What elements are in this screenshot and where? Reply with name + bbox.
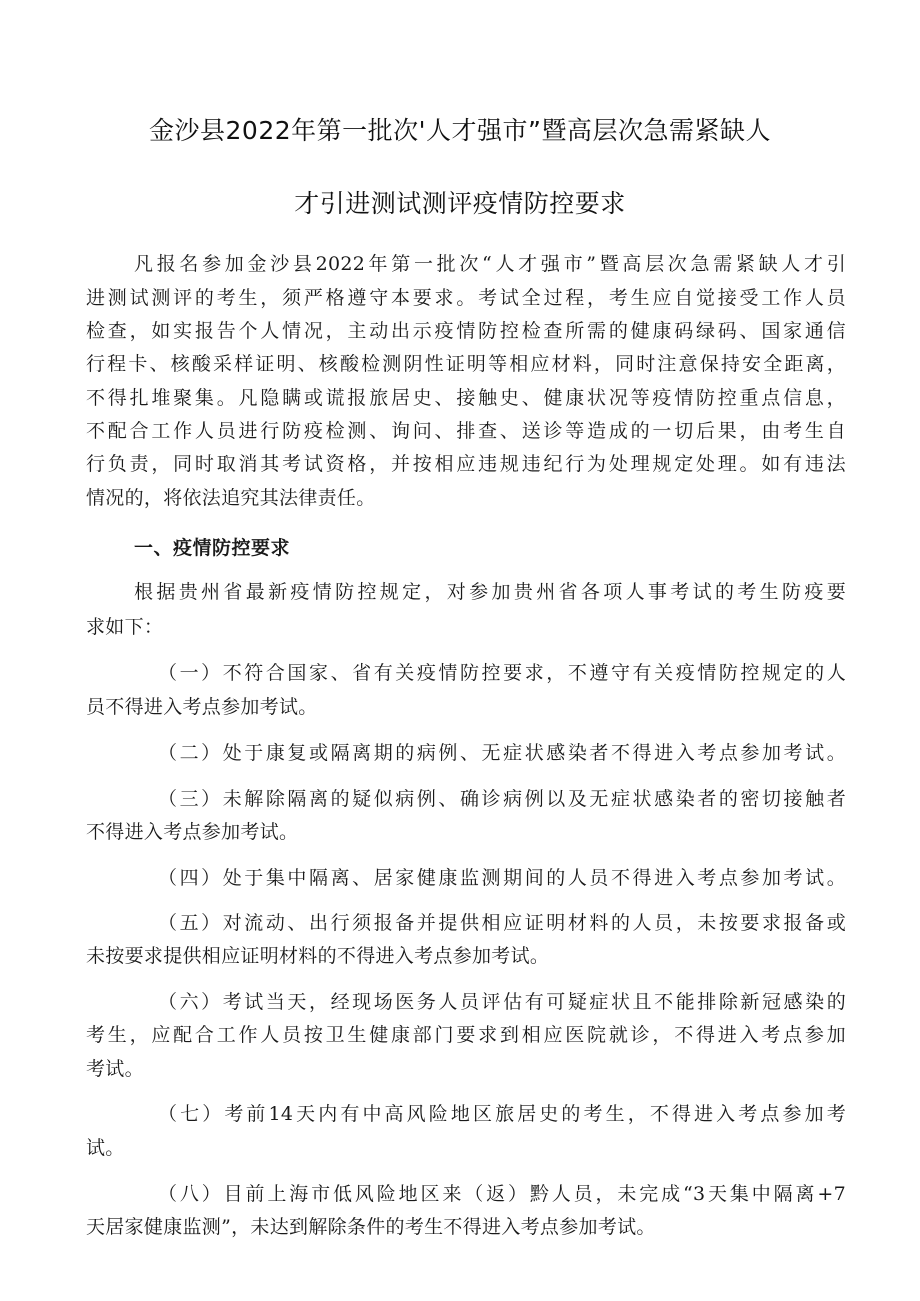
section-intro-line: 根据贵州省最新疫情防控规定，对参加贵州省各项人事考试的考生防疫要 <box>134 581 846 603</box>
intro-paragraph-line: 情况的，将依法追究其法律责任。 <box>86 487 376 509</box>
requirement-item-line: （七）考前14天内有中高风险地区旅居史的考生，不得进入考点参加考 <box>158 1103 846 1125</box>
document-title-line-1: 金沙县2022年第一批次'人才强市”暨高层次急需紧缺人 <box>149 116 771 145</box>
requirement-item-line: （二）处于康复或隔离期的病例、无症状感染者不得进入考点参加考试。 <box>158 742 846 764</box>
intro-paragraph-line: 不配合工作人员进行防疫检测、询问、排查、送诊等造成的一切后果，由考生自 <box>86 420 846 442</box>
intro-paragraph-line: 检查，如实报告个人情况，主动出示疫情防控检查所需的健康码绿码、国家通信 <box>86 320 846 342</box>
requirement-item-line: 天居家健康监测”，未达到解除条件的考生不得进入考点参加考试。 <box>86 1216 656 1238</box>
section-intro-line: 求如下： <box>86 616 164 638</box>
requirement-item-line: 考生，应配合工作人员按卫生健康部门要求到相应医院就诊，不得进入考点参加 <box>86 1024 846 1046</box>
requirement-item-line: （五）对流动、出行须报备并提供相应证明材料的人员，未按要求报备或 <box>158 912 846 934</box>
intro-paragraph-line: 进测试测评的考生，须严格遵守本要求。考试全过程，考生应自觉接受工作人员 <box>86 287 846 309</box>
requirement-item-line: （一）不符合国家、省有关疫情防控要求，不遵守有关疫情防控规定的人 <box>158 662 846 684</box>
intro-paragraph-line: 行负责，同时取消其考试资格，并按相应违规违纪行为处理规定处理。如有违法 <box>86 453 846 475</box>
requirement-item-line: （四）处于集中隔离、居家健康监测期间的人员不得进入考点参加考试。 <box>158 867 846 889</box>
section-heading: 一、疫情防控要求 <box>134 537 291 559</box>
requirement-item-line: （八）目前上海市低风险地区来（返）黔人员，未完成“3天集中隔离+7 <box>158 1183 846 1205</box>
requirement-item-line: 未按要求提供相应证明材料的不得进入考点参加考试。 <box>86 945 550 967</box>
requirement-item-line: 员不得进入考点参加考试。 <box>86 696 318 718</box>
intro-paragraph-line: 不得扎堆聚集。凡隐瞒或谎报旅居史、接触史、健康状况等疫情防控重点信息， <box>86 387 846 409</box>
requirement-item-line: （三）未解除隔离的疑似病例、确诊病例以及无症状感染者的密切接触者 <box>158 788 846 810</box>
requirement-item-line: 考试。 <box>86 1058 144 1080</box>
intro-paragraph-line: 凡报名参加金沙县2022年第一批次“人才强市”暨高层次急需紧缺人才引 <box>134 253 846 275</box>
intro-paragraph-line: 行程卡、核酸采样证明、核酸检测阴性证明等相应材料，同时注意保持安全距离， <box>86 353 846 375</box>
requirement-item-line: （六）考试当天，经现场医务人员评估有可疑症状且不能排除新冠感染的 <box>158 991 846 1013</box>
document-title-line-2: 才引进测试测评疫情防控要求 <box>294 189 626 218</box>
requirement-item-line: 不得进入考点参加考试。 <box>86 821 299 843</box>
requirement-item-line: 试。 <box>86 1137 125 1159</box>
